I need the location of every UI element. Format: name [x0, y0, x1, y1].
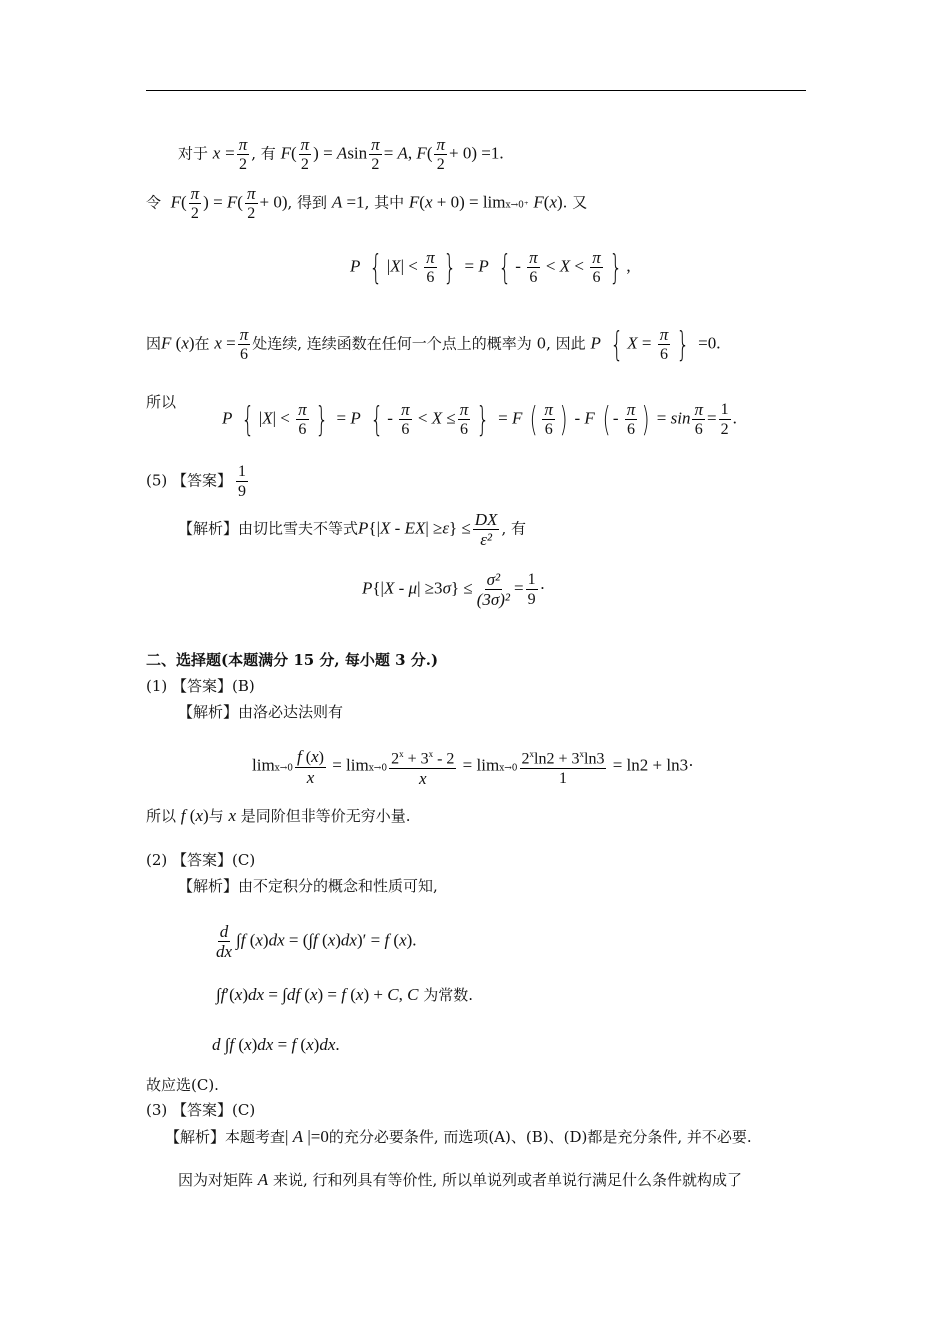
- q2-conclusion: 故应选(C).: [146, 1076, 219, 1094]
- header-rule: [146, 90, 806, 91]
- jiexi-label: 【解析】: [165, 1128, 226, 1146]
- text: 因为对矩阵: [178, 1171, 254, 1189]
- q2-answer: (2) 【答案】(C): [146, 851, 256, 869]
- q3-explanation: 【解析】本题考查| A |=0的充分必要条件, 而选项(A)、(B)、(D)都是充分条件, 并不必要.: [165, 1127, 752, 1146]
- text: 所以: [146, 807, 177, 825]
- q2-formula-1: $\frac{d}{dx}$ ∫f (x)dx = (∫f (x)dx)′ = f (x).: [216, 922, 417, 961]
- jiexi-label: 【解析】: [178, 519, 239, 538]
- q2-formula-2: ∫f′(x)dx = ∫df (x) = f (x) + C, C 为常数.: [216, 985, 473, 1004]
- answer-5: (5) 【答案】 $\frac{1}{9}$: [146, 463, 247, 500]
- text: 本题考查: [225, 1128, 286, 1146]
- text: , 得到: [287, 193, 328, 212]
- line-4: 因F (x)在 x = $\frac{\pi}{6}$ 处连续, 连续函数在任何一个点上的概率为 0, 因此 P { X = $\frac{\pi}{6}$ } =0.: [146, 324, 721, 365]
- answer-label: (5) 【答案】: [146, 471, 233, 490]
- line-2: 令 F( $\frac{\pi}{2}$ ) = F( $\frac{\pi}{2}$ + 0), 得到 A =1, 其中 F(x + 0) = limx→0⁺ F(x). 又: [146, 184, 588, 222]
- answer-5-explanation: 【解析】由切比雪夫不等式P{|X - EX| ≥ε} ≤ $\frac{DX}{\text{ε²}}$ , 有: [178, 510, 526, 549]
- text: 为常数.: [423, 986, 473, 1004]
- q3-answer: (3) 【答案】(C): [146, 1101, 256, 1119]
- text: 对于: [178, 144, 209, 163]
- jiexi-label: 【解析】: [178, 703, 239, 721]
- line-1: 对于 x = $\frac{\pi}{2}$ , 有 F( $\frac{\pi}{2}$ ) = Asin $\frac{\pi}{2}$ = A, F( $\frac{\pi}{2}$ + 0) =1.: [178, 135, 504, 173]
- text: , 有: [501, 519, 526, 538]
- q1-conclusion: 所以 f (x)与 x 是同阶但非等价无穷小量.: [146, 806, 411, 825]
- text: 由不定积分的概念和性质可知,: [238, 877, 438, 895]
- q3-last-line: 因为对矩阵 A 来说, 行和列具有等价性, 所以单说列或者单说行满足什么条件就构成了: [178, 1170, 743, 1189]
- q1-formula: limx→0 $\frac{f (x)}{x}$ = limx→0 $\frac{2^x + 3^x - 2}{x}$ = limx→0 $\frac{2^x\ln 2 + 3^x\ln 3}{1}$ = ln2 + ln3·: [252, 746, 694, 789]
- text: , 有: [251, 144, 276, 163]
- q1-answer: (1) 【答案】(B): [146, 677, 255, 695]
- text: 处连续, 连续函数在任何一个点上的概率为 0, 因此: [252, 334, 586, 353]
- section-2-title: 二、选择题(本题满分 15 分, 每小题 3 分.): [146, 651, 439, 669]
- text: 与: [208, 807, 224, 825]
- text: 由洛必达法则有: [238, 703, 344, 721]
- line-5: P { |X| < $\frac{\pi}{6}$ } = P { - $\frac{\pi}{6}$ < X ≤ $\frac{\pi}{6}$ } = F ( $\frac{\pi}{6}$ ) - F ( - $\frac{\pi}{6}$ ) = sin $\frac{\pi}{6}$ = $\frac{1}{2}$ .: [222, 399, 737, 440]
- text: 来说, 行和列具有等价性, 所以单说列或者单说行满足什么条件就构成了: [272, 1171, 743, 1189]
- answer-5-formula: P{|X - μ| ≥3σ} ≤ $\frac{\text{σ²}}{\text{(3σ)²}}$ = $\frac{1}{9}$ ·: [362, 570, 546, 609]
- text: 因: [146, 334, 162, 353]
- q2-formula-3: d ∫f (x)dx = f (x)dx.: [212, 1035, 340, 1054]
- jiexi-label: 【解析】: [178, 877, 239, 895]
- text: 的充分必要条件, 而选项(A)、(B)、(D)都是充分条件, 并不必要.: [328, 1128, 752, 1146]
- text: 由切比雪夫不等式: [238, 519, 359, 538]
- line-3: P { |X| < $\frac{\pi}{6}$ } = P { - $\frac{\pi}{6}$ < X < $\frac{\pi}{6}$ } ,: [350, 247, 631, 288]
- text: 在: [194, 334, 210, 353]
- q1-explanation: [178, 702, 343, 722]
- q2-explanation: [178, 876, 438, 896]
- text: 所以: [146, 393, 177, 411]
- text: , 其中: [364, 193, 405, 212]
- line-5-label: [146, 392, 176, 412]
- text: . 又: [562, 193, 588, 212]
- text: 令: [146, 193, 162, 212]
- text: 是同阶但非等价无穷小量.: [240, 807, 411, 825]
